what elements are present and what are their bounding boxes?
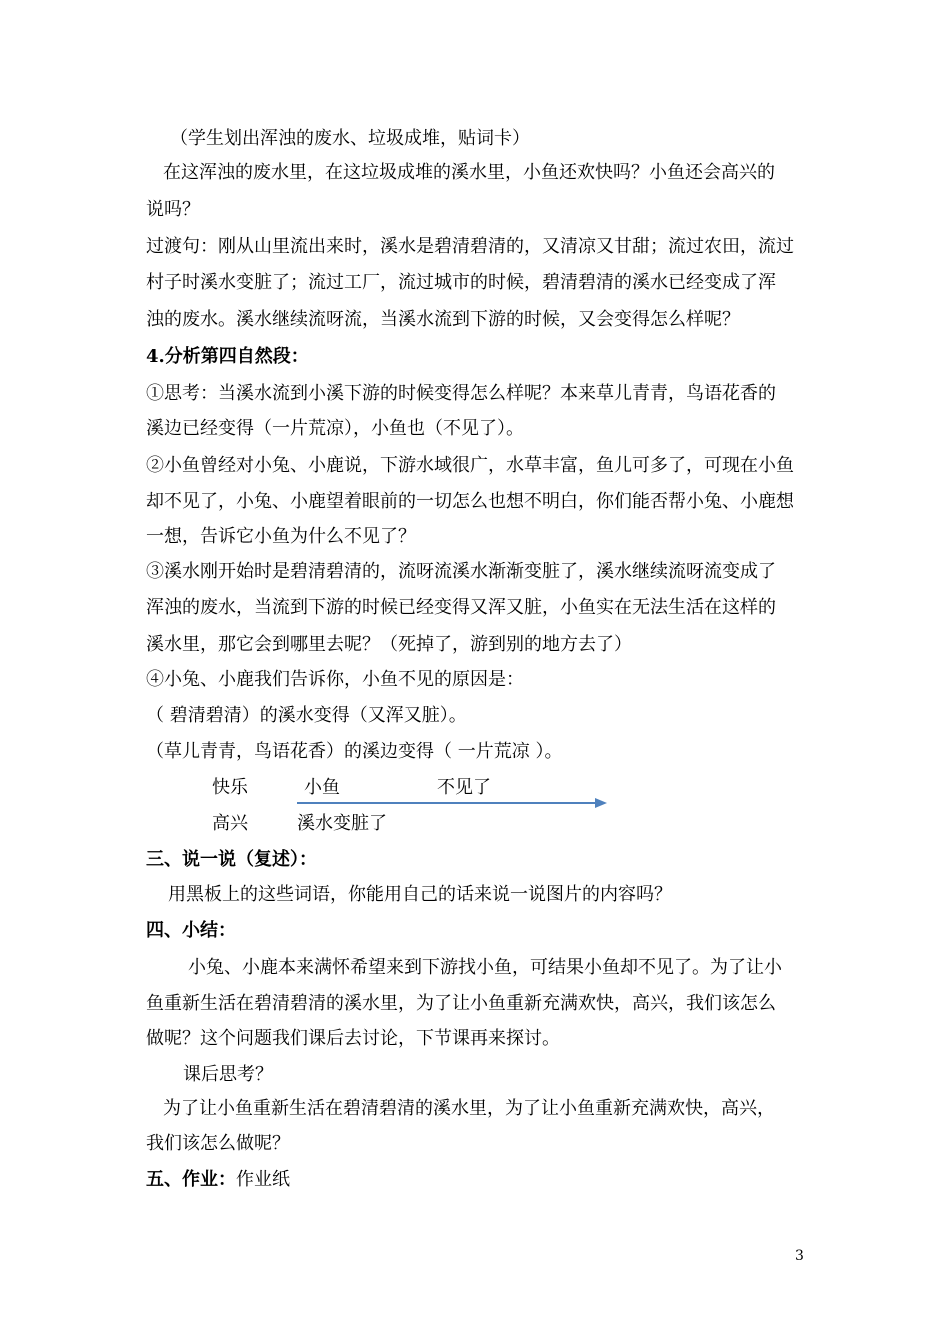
diagram-arrow-icon (297, 797, 607, 809)
summary-line-2: 鱼重新生活在碧清碧清的溪水里，为了让小鱼重新充满欢快，高兴，我们该怎么 (146, 993, 776, 1014)
item-3-line-2: 浑浊的废水，当流到下游的时候已经变得又浑又脏，小鱼实在无法生活在这样的 (146, 597, 776, 618)
homework-text: 作业纸 (236, 1169, 290, 1190)
item-1-line-2: 溪边已经变得（一片荒凉），小鱼也（不见了）。 (146, 418, 524, 439)
item-3-line-3: 溪水里，那它会到哪里去呢？（死掉了，游到别的地方去了） (146, 634, 632, 655)
after-class-heading: 课后思考？ (183, 1064, 273, 1085)
item-2-line-1: ②小鱼曾经对小兔、小鹿说，下游水域很广，水草丰富，鱼儿可多了，可现在小鱼 (146, 455, 794, 476)
retell-prompt: 用黑板上的这些词语，你能用自己的话来说一说图片的内容吗？ (168, 884, 672, 905)
item-4-line-2: （ 碧清碧清）的溪水变得（又浑又脏）。 (146, 705, 467, 726)
homework-line (146, 1167, 810, 1193)
summary-line-3: 做呢？这个问题我们课后去讨论，下节课再来探讨。 (146, 1028, 560, 1049)
section-heading-summary: 四、小结： (146, 920, 236, 941)
after-class-line-2: 我们该怎么做呢？ (146, 1133, 290, 1154)
diagram-left-top: 快乐 (212, 777, 248, 798)
section-heading-4: 4.分析第四自然段： (146, 346, 309, 367)
item-3-line-1: ③溪水刚开始时是碧清碧清的，流呀流溪水渐渐变脏了，溪水继续流呀流变成了 (146, 561, 776, 582)
diagram-left-bottom: 高兴 (212, 813, 248, 834)
transition-line-3: 浊的废水。溪水继续流呀流，当溪水流到下游的时候，又会变得怎么样呢？ (146, 309, 740, 330)
item-2-line-3: 一想，告诉它小鱼为什么不见了？ (146, 526, 416, 547)
summary-line-1: 小兔、小鹿本来满怀希望来到下游找小鱼，可结果小鱼却不见了。为了让小 (188, 957, 782, 978)
diagram-mid-top: 小鱼 (304, 777, 340, 798)
transition-line-2: 村子时溪水变脏了；流过工厂，流过城市的时候，碧清碧清的溪水已经变成了浑 (146, 272, 776, 293)
transition-line-1: 过渡句：刚从山里流出来时，溪水是碧清碧清的，又清凉又甘甜；流过农田，流过 (146, 236, 794, 257)
item-1-line-1: ①思考：当溪水流到小溪下游的时候变得怎么样呢？本来草儿青青，鸟语花香的 (146, 383, 776, 404)
item-2-line-2: 却不见了，小兔、小鹿望着眼前的一切怎么也想不明白，你们能否帮小兔、小鹿想 (146, 491, 794, 512)
diagram-mid-bottom: 溪水变脏了 (297, 813, 387, 834)
homework-label: 五、作业： (146, 1169, 236, 1190)
section-heading-3: 三、说一说（复述）： (146, 849, 317, 870)
page-number: 3 (795, 1248, 804, 1264)
item-4-line-3: （草儿青青，鸟语花香）的溪边变得（ 一片荒凉 ）。 (146, 741, 563, 762)
item-4-line-1: ④小兔、小鹿我们告诉你，小鱼不见的原因是： (146, 669, 524, 690)
paragraph-note: （学生划出浑浊的废水、垃圾成堆，贴词卡） (170, 128, 530, 149)
after-class-line-1: 为了让小鱼重新生活在碧清碧清的溪水里，为了让小鱼重新充满欢快，高兴， (163, 1098, 775, 1119)
paragraph-question-cont: 说吗？ (146, 199, 200, 220)
diagram-right-top: 不见了 (437, 777, 491, 798)
paragraph-question: 在这浑浊的废水里，在这垃圾成堆的溪水里，小鱼还欢快吗？小鱼还会高兴的 (163, 162, 775, 183)
